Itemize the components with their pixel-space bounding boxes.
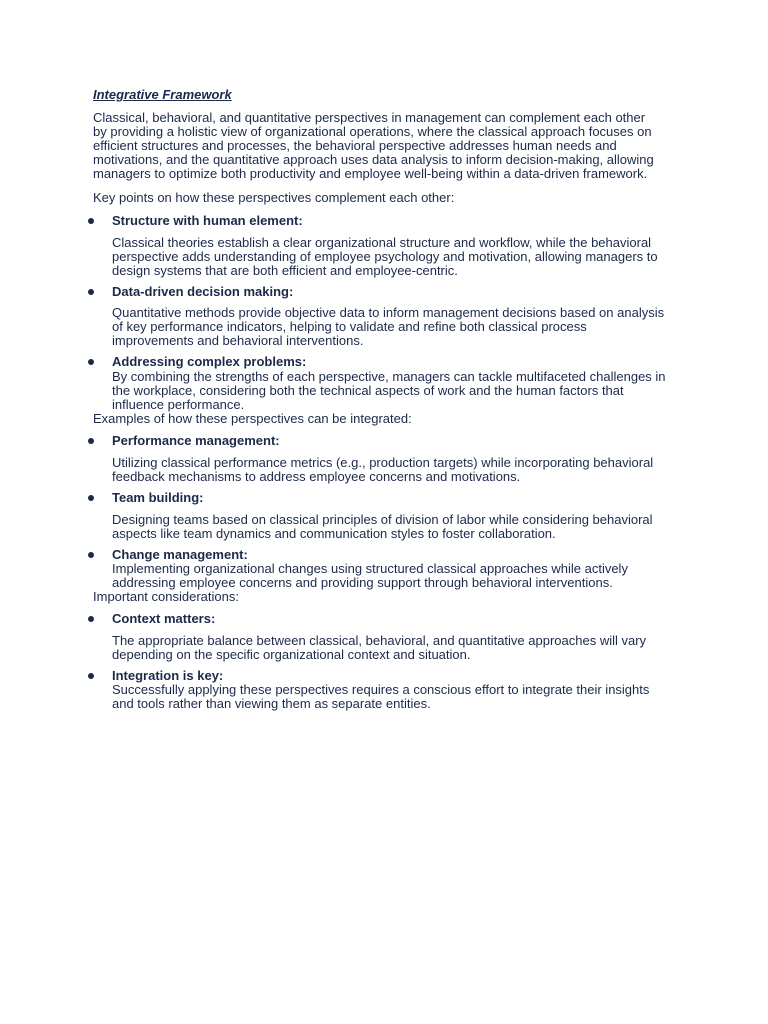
key-point-body: Classical theories establish a clear organizational structure and workflow, while the behavioral perspective adds understanding of employee psychology and motivation, allowing managers to design systems that are both efficient and employee-centric. (112, 235, 658, 278)
example-heading: Team building: (112, 490, 204, 505)
bullet-icon (88, 438, 94, 444)
example-body: Designing teams based on classical principles of division of labor while considering behavioral aspects like team dynamics and communication styles to foster collaboration. (112, 512, 653, 541)
consideration-body: The appropriate balance between classical, behavioral, and quantitative approaches will vary depending on the specific organizational context and situation. (112, 633, 647, 662)
example-body: Implementing organizational changes using structured classical approaches while actively addressing employee concerns and providing support through behavioral interventions. (112, 561, 628, 590)
intro-paragraph: Classical, behavioral, and quantitative perspectives in management can complement each other by providing a holistic view of organizational operations, where the classical approach focuses on efficient structures and processes, the behavioral perspective addresses human needs and motivations, and the quantitative approach uses data analysis to inform decision-making, allowing managers to optimize both productivity and employee well-being within a data-driven framework. (93, 110, 654, 181)
consideration-body: Successfully applying these perspectives requires a conscious effort to integrate their insights and tools rather than viewing them as separate entities. (112, 682, 650, 711)
consideration-heading: Integration is key: (112, 668, 224, 683)
example-body: Utilizing classical performance metrics (e.g., production targets) while incorporating behavioral feedback mechanisms to address employee concerns and motivations. (112, 455, 654, 484)
key-point-body: Quantitative methods provide objective data to inform management decisions based on analysis of key performance indicators, helping to validate and refine both classical process improvements and behavioral interventions. (112, 305, 665, 348)
bullet-icon (88, 616, 94, 622)
document-title: Integrative Framework (93, 87, 232, 102)
bullet-icon (88, 359, 94, 365)
key-point-heading: Structure with human element: (112, 213, 303, 228)
bullet-icon (88, 289, 94, 295)
bullet-icon (88, 673, 94, 679)
examples-intro: Examples of how these perspectives can be integrated: (93, 411, 412, 426)
key-point-heading: Data-driven decision making: (112, 284, 294, 299)
bullet-icon (88, 552, 94, 558)
key-point-heading: Addressing complex problems: (112, 354, 307, 369)
key-point-body: By combining the strengths of each perspective, managers can tackle multifaceted challenges in the workplace, considering both the technical aspects of work and the human factors that influence performance. (112, 369, 666, 412)
considerations-intro: Important considerations: (93, 589, 239, 604)
example-heading: Performance management: (112, 433, 280, 448)
bullet-icon (88, 495, 94, 501)
bullet-icon (88, 218, 94, 224)
key-points-intro: Key points on how these perspectives complement each other: (93, 190, 455, 205)
consideration-heading: Context matters: (112, 611, 216, 626)
example-heading: Change management: (112, 547, 248, 562)
